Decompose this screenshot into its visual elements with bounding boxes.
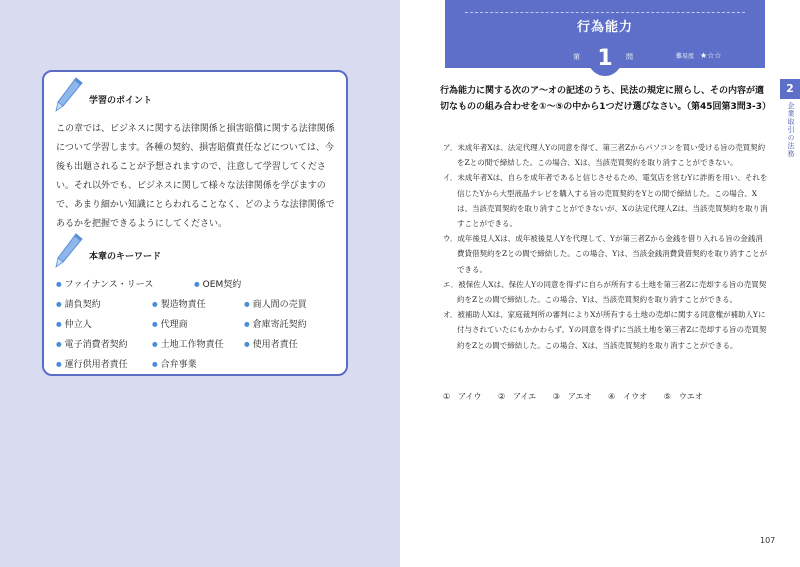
keyword-item: ● ファイナンス・リース <box>56 278 244 292</box>
difficulty-label: 難易度 <box>676 53 695 60</box>
page-number: 107 <box>760 536 776 545</box>
question-prefix: 第 <box>573 53 580 61</box>
keyword-item: ● 請負契約 <box>56 298 152 312</box>
choice-3: ③ アエオ <box>552 392 592 401</box>
statement-i: イ．未成年者Xは、自らを成年者であると信じさせるため、電気店を営むYに詐術を用い、それを信じたYから大型液晶テレビを購入する旨の売買契約をYとの間で締結した。この場合、Xは、当該売買契約を取り消すことができないが、Xの法定代理人Zは、当該売買契約を取り消すことができる。 <box>443 173 768 229</box>
keyword-item: ● 合弁事業 <box>152 358 244 372</box>
keyword-item: ● 電子消費者契約 <box>56 338 152 352</box>
keyword-item: ● 商人間の売買 <box>244 298 344 312</box>
keyword-item: ● 使用者責任 <box>244 338 344 352</box>
keyword-item: ● OEM契約 <box>194 278 344 292</box>
section-title: 行為能力 <box>576 20 633 35</box>
keyword-item: ● 運行供用者責任 <box>56 358 152 372</box>
difficulty-rating <box>676 51 722 60</box>
choice-4: ④ イウオ <box>608 392 648 401</box>
difficulty-stars: ★☆☆ <box>700 51 722 60</box>
pencil-icon <box>54 76 84 114</box>
study-card <box>42 70 348 376</box>
keyword-item: ● 製造物責任 <box>152 298 244 312</box>
choice-1: ① アイウ <box>443 392 482 401</box>
question-suffix: 問 <box>626 53 633 61</box>
question-text: 行為能力に関する次のア～オの記述のうち、民法の規定に照らし、その内容が適切なものの組み合わせを①～⑤の中から1つだけ選びなさい。（第45回第3問3-3） <box>440 86 772 112</box>
header-divider <box>465 12 745 13</box>
keyword-item: ● 仲立人 <box>56 318 152 332</box>
points-body: この章では、ビジネスに関する法律関係と損害賠償に関する法律関係について学習します。各種の契約、損害賠償責任などについては、今後も出題されることが予想されますので、注意して学習してください。それ以外でも、ビジネスに関して様々な法律関係を学びますので、あまり細かい知識にとらわれることなく、どのような法律関係であるかを把握できるようにしてください。 <box>56 124 335 229</box>
statement-list <box>443 140 770 353</box>
keyword-item: ● 土地工作物責任 <box>152 338 244 352</box>
statement-u: ウ．成年後見人Xは、成年被後見人Yを代理して、Yが第三者Zから金銭を借り入れる旨の金銭消費貸借契約をZとの間で締結した。この場合、Yは、当該金銭消費貸借契約を取り消すことができる。 <box>443 234 768 274</box>
answer-choices <box>443 391 773 402</box>
statement-a: ア．未成年者Xは、法定代理人Yの同意を得て、第三者Zからパソコンを買い受ける旨の売買契約をZとの間で締結した。この場合、Xは、当該売買契約を取り消すことができない。 <box>443 143 766 168</box>
question-number: 1 <box>588 42 622 76</box>
keywords-heading: 本章のキーワード <box>89 252 162 262</box>
keyword-list <box>56 278 346 372</box>
statement-o: オ．被補助人Xは、家庭裁判所の審判によりXが所有する土地の売却に関する同意権が補助人Yに付与されていたにもかかわらず、Yの同意を得ずに当該土地を第三者Zに売却する旨の売買契約をZとの間で締結した。この場合、Xは、当該売買契約を取り消すことができる。 <box>443 310 767 350</box>
points-heading: 学習のポイント <box>89 96 153 106</box>
pencil-icon <box>54 232 84 270</box>
choice-2: ② アイエ <box>498 392 537 401</box>
keyword-item: ● 倉庫寄託契約 <box>244 318 344 332</box>
statement-e: エ．被保佐人Xは、保佐人Yの同意を得ずに自らが所有する土地を第三者Zに売却する旨の売買契約をZとの間で締結した。この場合、Yは、当該売買契約を取り消すことができる。 <box>443 279 767 305</box>
keyword-item: ● 代理商 <box>152 318 244 332</box>
choice-5: ⑤ ウエオ <box>663 392 703 401</box>
chapter-tab: 2 <box>780 79 800 99</box>
question-header <box>445 0 765 71</box>
chapter-title: 企業取引の法務 <box>787 102 795 158</box>
